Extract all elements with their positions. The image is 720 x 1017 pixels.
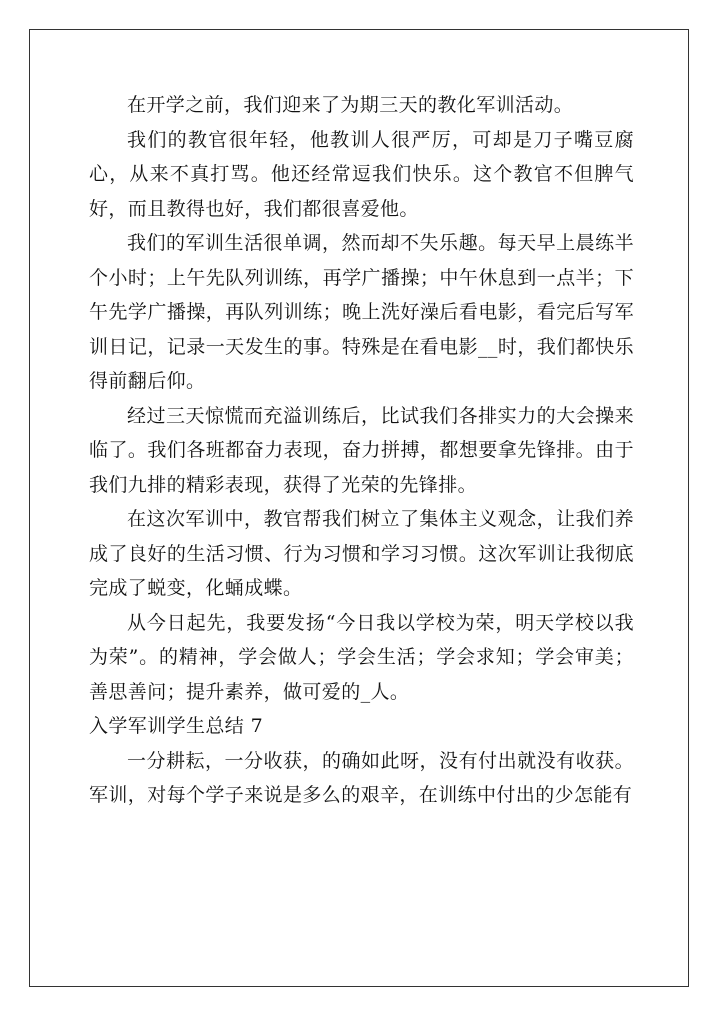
paragraph-1: 在开学之前，我们迎来了为期三天的教化军训活动。 — [127, 94, 574, 116]
paragraph-2: 我们的教官很年轻，他教训人很严厉，可却是刀子嘴豆腐心，从来不真打骂。他还经常逗我们快乐。这个教官不但脾气好，而且教得也好，我们都很喜爱他。 — [89, 128, 634, 220]
paragraph-5: 在这次军训中，教官帮我们树立了集体主义观念，让我们养成了良好的生活习惯、行为习惯和学习习惯。这次军训让我彻底完成了蜕变，化蛹成蝶。 — [89, 508, 634, 599]
paragraph-7: 一分耕耘，一分收获，的确如此呀，没有付出就没有收获。军训，对每个学子来说是多么的艰辛，在训练中付出的少怎能有 — [89, 749, 634, 806]
paragraph-6: 从今日起先，我要发扬“今日我以学校为荣，明天学校以我为荣”。的精神，学会做人；学会生活；学会求知；学会审美；善思善问；提升素养，做可爱的_人。 — [89, 611, 634, 703]
document-body — [89, 88, 634, 813]
paragraph-3: 我们的军训生活很单调，然而却不失乐趣。每天早上晨练半个小时；上午先队列训练，再学广播操；中午休息到一点半；下午先学广播操，再队列训练；晚上洗好澡后看电影，看完后写军训日记，记录一天发生的事。特殊是在看电影__时，我们都快乐得前翻后仰。 — [89, 232, 634, 392]
section-title: 入学军训学生总结 7 — [89, 715, 264, 737]
paragraph-4: 经过三天惊慌而充溢训练后，比试我们各排实力的大会操来临了。我们各班都奋力表现，奋力拼搏，都想要拿先锋排。由于我们九排的精彩表现，获得了光荣的先锋排。 — [89, 404, 634, 496]
